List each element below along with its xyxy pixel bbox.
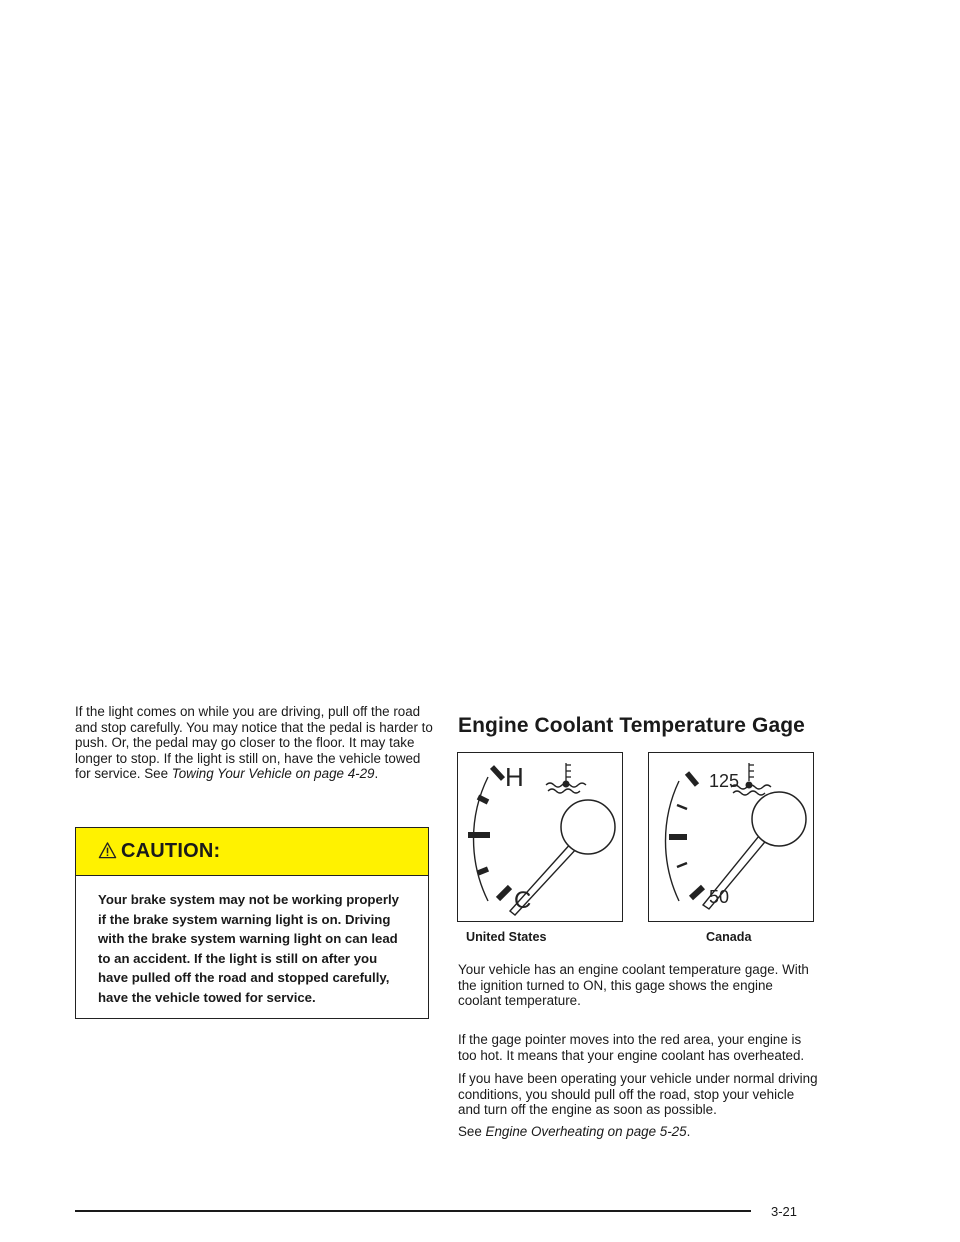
- gauge-canada: [648, 752, 814, 922]
- caution-box: [75, 827, 429, 1019]
- cold-mark: C: [514, 887, 532, 914]
- see-prefix: See: [458, 1124, 486, 1139]
- caution-body: Your brake system may not be working properly if the brake system warning light is on. Driving with the brake system warning light on can lead to an accident. If the light is still on after you have pulled off the road and stopped carefully, have the vehicle towed for service.: [98, 892, 399, 1005]
- coolant-temperature-icon: [546, 763, 586, 793]
- us-gauge-drawing: [458, 753, 621, 920]
- intro-paragraph: [75, 704, 435, 782]
- engine-overheating-link[interactable]: Engine Overheating on page 5-25: [485, 1124, 687, 1139]
- intro-end: .: [374, 766, 379, 782]
- gauge-label-canada: Canada: [706, 930, 752, 944]
- hot-mark: 125: [709, 771, 740, 791]
- section-heading: Engine Coolant Temperature Gage: [458, 714, 805, 737]
- coolant-paragraph-4: [458, 1124, 818, 1140]
- footer-rule: [75, 1210, 751, 1212]
- coolant-paragraph-2: If the gage pointer moves into the red area, your engine is too hot. It means that your engine coolant has overheated.: [458, 1032, 805, 1063]
- caution-header: [76, 828, 428, 876]
- cold-mark: 50: [709, 887, 730, 907]
- warning-triangle-icon: [98, 841, 117, 860]
- towing-reference-link[interactable]: Towing Your Vehicle on page 4-29: [171, 766, 375, 782]
- coolant-paragraph-1: Your vehicle has an engine coolant temperature gage. With the ignition turned to ON, this gage shows the engine coolant temperature.: [458, 962, 809, 1009]
- gauge-label-united-states: United States: [466, 930, 547, 944]
- coolant-paragraph-3: If you have been operating your vehicle under normal driving conditions, you should pull off the road, stop your vehicle and turn off the engine as soon as possible.: [458, 1071, 818, 1118]
- hot-mark: H: [505, 762, 524, 792]
- left-column: [75, 704, 435, 782]
- gauge-united-states: [457, 752, 623, 922]
- page-number: 3-21: [771, 1204, 798, 1219]
- paragraph-end: .: [686, 1124, 691, 1139]
- intro-text: If the light comes on while you are driving, pull off the road and stop carefully. You may notice that the pedal is harder to push. Or, the pedal may go closer to the floor. It may take longer to stop. If the light is still on, have the vehicle towed for service. See: [75, 704, 433, 782]
- caution-title: CAUTION:: [121, 840, 221, 862]
